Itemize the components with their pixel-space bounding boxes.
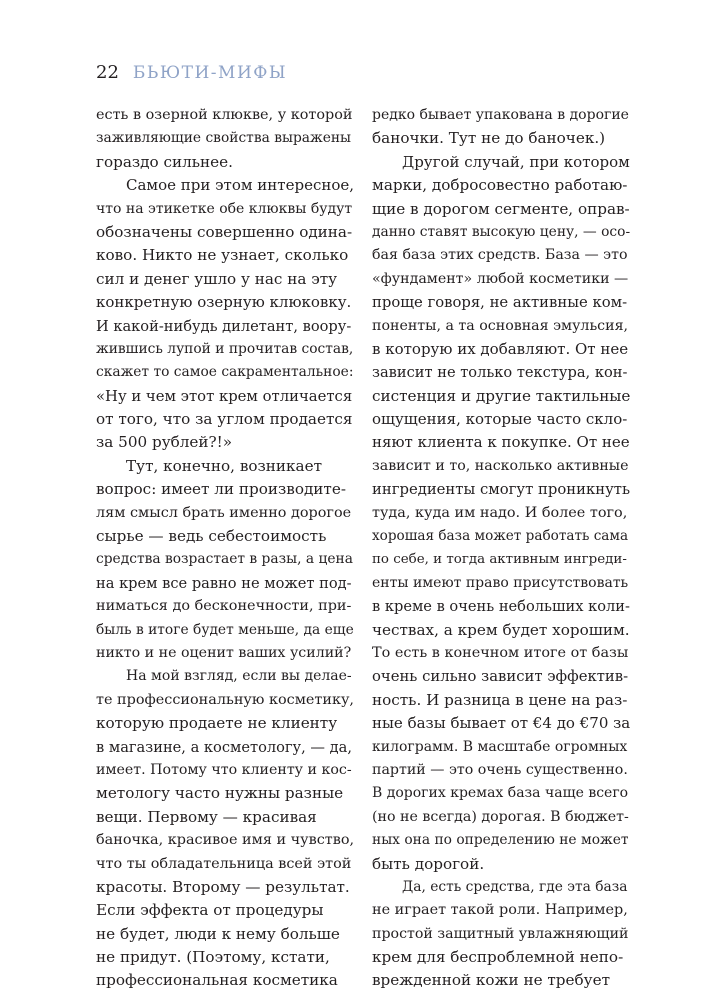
text-line: ингредиенты смогут проникнуть (372, 481, 631, 499)
text-line: баночка, красивое имя и чувство, (96, 832, 355, 849)
text-line: Другой случай, при котором (402, 152, 630, 171)
text-line: врежденной кожи не требует (372, 971, 610, 990)
text-line: партий — это очень существенно. (372, 761, 628, 778)
text-line: На мой взгляд, если вы делае- (126, 668, 352, 685)
text-line: метологу часто нужны разные (96, 784, 344, 803)
text-line: зависит и то, насколько активные (372, 457, 629, 474)
text-line: вещи. Первому — красивая (96, 807, 317, 826)
text-column-right (372, 104, 630, 993)
text-line: сырье — ведь себестоимость (96, 527, 327, 546)
text-line: конкретную озерную клюковку. (96, 293, 352, 312)
text-line: что ты обладательница всей этой (96, 855, 352, 872)
text-line: за 500 рублей?!» (96, 433, 233, 452)
text-line: не играет такой роли. Например, (372, 902, 628, 919)
text-line: хорошая база может работать сама (372, 528, 629, 545)
text-line: зависит не только текстура, кон- (372, 364, 628, 382)
text-line: щие в дорогом сегменте, оправ- (372, 199, 630, 218)
text-line: никто и не оценит ваших усилий? (96, 644, 352, 661)
text-line: редко бывает упакована в дорогие (372, 107, 629, 123)
text-line: в магазине, а косметологу, — да, (96, 738, 352, 756)
text-line: ные базы бывает от €4 до €70 за (372, 714, 631, 733)
text-line: имеет. Потому что клиенту и кос- (96, 761, 352, 778)
text-line: по себе, и тогда активным ингреди- (372, 552, 627, 568)
text-line: гораздо сильнее. (96, 152, 233, 171)
text-line: марки, добросовестно работаю- (372, 176, 628, 195)
text-line: И какой-нибудь дилетант, вооpу- (96, 317, 352, 335)
text-line: Тут, конечно, возникает (126, 456, 322, 475)
text-line: от того, что за углом продается (96, 410, 353, 429)
text-line: «Ну и чем этот крем отличается (96, 387, 353, 405)
text-line: обозначены совершенно одина- (96, 222, 353, 241)
text-line: «фундамент» любой косметики — (372, 270, 629, 287)
text-line: ощущения, которые часто скло- (372, 410, 628, 429)
text-line: бая база этих средств. База — это (372, 247, 628, 264)
text-line: Если эффекта от процедуры (96, 901, 324, 920)
text-line: ково. Никто не узнает, сколько (96, 246, 349, 265)
text-column-left (96, 104, 354, 993)
running-title: БЬЮТИ-МИФЫ (132, 63, 288, 83)
text-line: в которую их добавляют. От нее (372, 339, 629, 358)
text-line: Да, есть средства, где эта база (402, 878, 628, 895)
text-line: скажет то самое сакраментальное: (96, 364, 354, 381)
text-line: енты имеют право присутствовать (372, 574, 629, 591)
text-line: То есть в конечном итоге от базы (372, 644, 629, 661)
text-line: не придут. (Поэтому, кстати, (96, 948, 330, 967)
text-line: крем для беспроблемной непо- (372, 948, 624, 967)
text-line: в креме в очень небольших коли- (372, 598, 630, 616)
text-line: которую продаете не клиенту (96, 714, 338, 733)
text-line: средства возрастает в разы, а цена (96, 551, 353, 568)
text-line: килограмм. В масштабе огромных (372, 738, 628, 755)
text-line: ность. И разница в цене на раз- (372, 690, 628, 709)
text-line: лям смысл брать именно дорогое (96, 504, 352, 521)
text-line: очень сильно зависит эффектив- (372, 668, 629, 686)
text-line: няют клиента к покупке. От нее (372, 433, 630, 452)
text-line: систенция и другие тактильные (372, 386, 631, 405)
text-line: быль в итоге будет меньше, да еще (96, 621, 354, 638)
text-line: профессиональная косметика (96, 971, 338, 990)
text-line: проще говоря, не активные ком- (372, 294, 628, 312)
text-line: не будет, люди к нему больше (96, 924, 340, 943)
text-line: поненты, а та основная эмульсия, (372, 317, 629, 334)
text-line: ных она по определению не может (372, 832, 629, 849)
text-line: быть дорогой. (372, 854, 485, 873)
text-line: простой защитный увлажняющий (372, 925, 629, 942)
running-header (96, 62, 287, 90)
text-line: ниматься до бесконечности, при- (96, 598, 352, 615)
text-line: туда, куда им надо. И более того, (372, 504, 628, 521)
text-line: заживляющие свойства выражены (96, 130, 352, 147)
text-line: данно ставят высокую цену, — осо- (372, 223, 631, 240)
text-line: Самое при этом интересное, (126, 176, 355, 195)
text-line: жившись лупой и прочитав состав, (96, 340, 354, 357)
text-line: сил и денег ушло у нас на эту (96, 269, 338, 288)
page-number: 22 (96, 62, 119, 83)
text-line: В дорогих кремах база чаще всего (372, 785, 629, 802)
text-line: чествах, а крем будет хорошим. (372, 620, 630, 639)
text-line: на крем все равно не может под- (96, 574, 352, 592)
text-line: что на этикетке обе клюквы будут (96, 200, 353, 217)
text-line: красоты. Второму — результат. (96, 877, 350, 896)
text-line: есть в озерной клюкве, у которой (96, 107, 353, 123)
text-line: те профессиональную косметику, (96, 691, 354, 708)
text-line: вопрос: имеет ли производите- (96, 480, 346, 499)
text-line: баночки. Тут не до баночек.) (372, 129, 606, 148)
text-line: (но не всегда) дорогая. В бюджет- (372, 808, 629, 825)
